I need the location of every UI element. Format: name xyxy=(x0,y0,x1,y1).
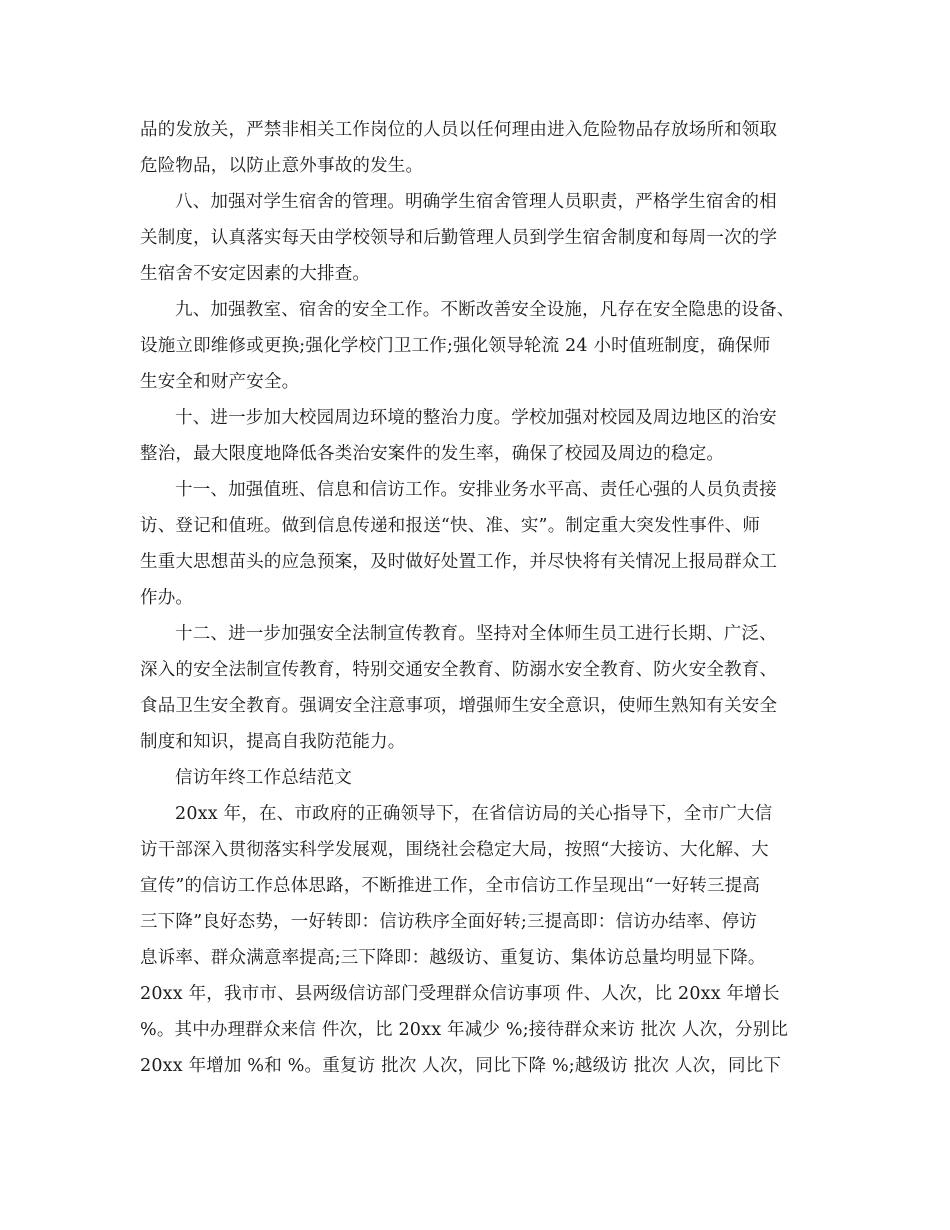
text-line: 息诉率、群众满意率提高;三下降即：越级访、重复访、集体访总量均明显下降。 xyxy=(140,948,766,968)
text-line: 三下降”良好态势，一好转即：信访秩序全面好转;三提高即：信访办结率、停访 xyxy=(140,912,758,932)
text-line: 设施立即维修或更换;强化学校门卫工作;强化领导轮流 24 小时值班制度，确保师 xyxy=(140,336,771,356)
text-line: 深入的安全法制宣传教育，特别交通安全教育、防溺水安全教育、防火安全教育、 xyxy=(140,660,778,680)
text-line: 十二、进一步加强安全法制宣传教育。坚持对全体师生员工进行长期、广泛、 xyxy=(175,624,777,644)
text-line: 十、进一步加大校园周边环境的整治力度。学校加强对校园及周边地区的治安 xyxy=(175,408,777,428)
paragraph xyxy=(140,616,840,760)
text-line: 十一、加强值班、信息和信访工作。安排业务水平高、责任心强的人员负责接 xyxy=(175,480,777,500)
text-line: 生重大思想苗头的应急预案，及时做好处置工作，并尽快将有关情况上报局群众工 xyxy=(140,552,778,572)
paragraph xyxy=(140,112,840,184)
text-line: 关制度，认真落实每天由学校领导和后勤管理人员到学生宿舍制度和每周一次的学 xyxy=(140,228,778,248)
text-line: 食品卫生安全教育。强调安全注意事项，增强师生安全意识，使师生熟知有关安全 xyxy=(140,696,778,716)
paragraph xyxy=(140,472,840,616)
document-body xyxy=(140,112,840,1084)
text-line: 品的发放关，严禁非相关工作岗位的人员以任何理由进入危险物品存放场所和领取 xyxy=(140,120,778,140)
paragraph xyxy=(140,400,840,472)
text-line: 20xx 年，我市市、县两级信访部门受理群众信访事项 件、人次，比 20xx 年增长 xyxy=(140,984,780,1004)
text-line: %。其中办理群众来信 件次，比 20xx 年减少 %;接待群众来访 批次 人次，分别比 xyxy=(140,1020,789,1040)
text-line: 整治，最大限度地降低各类治安案件的发生率，确保了校园及周边的稳定。 xyxy=(140,444,725,464)
text-line: 20xx 年，在、市政府的正确领导下，在省信访局的关心指导下，全市广大信 xyxy=(175,804,773,824)
text-line: 制度和知识，提高自我防范能力。 xyxy=(140,732,406,752)
text-line: 生宿舍不安定因素的大排查。 xyxy=(140,264,371,284)
text-line: 访干部深入贯彻落实科学发展观，围绕社会稳定大局，按照“大接访、大化解、大 xyxy=(140,840,769,860)
text-line: 生安全和财产安全。 xyxy=(140,372,300,392)
text-line: 宣传”的信访工作总体思路，不断推进工作，全市信访工作呈现出“一好转三提高 xyxy=(140,876,761,896)
text-line: 九、加强教室、宿舍的安全工作。不断改善安全设施，凡存在安全隐患的设备、 xyxy=(175,300,795,320)
paragraph xyxy=(140,184,840,292)
text-line: 20xx 年增加 %和 %。重复访 批次 人次，同比下降 %;越级访 批次 人次，同比下 xyxy=(140,1056,782,1076)
paragraph xyxy=(140,796,840,1084)
text-line: 作办。 xyxy=(140,588,194,608)
paragraph xyxy=(140,760,840,796)
text-line: 危险物品，以防止意外事故的发生。 xyxy=(140,156,424,176)
text-line: 访、登记和值班。做到信息传递和报送“快、准、实”。制定重大突发性事件、师 xyxy=(140,516,761,536)
text-line: 信访年终工作总结范文 xyxy=(175,768,352,788)
paragraph xyxy=(140,292,840,400)
text-line: 八、加强对学生宿舍的管理。明确学生宿舍管理人员职责，严格学生宿舍的相 xyxy=(175,192,777,212)
